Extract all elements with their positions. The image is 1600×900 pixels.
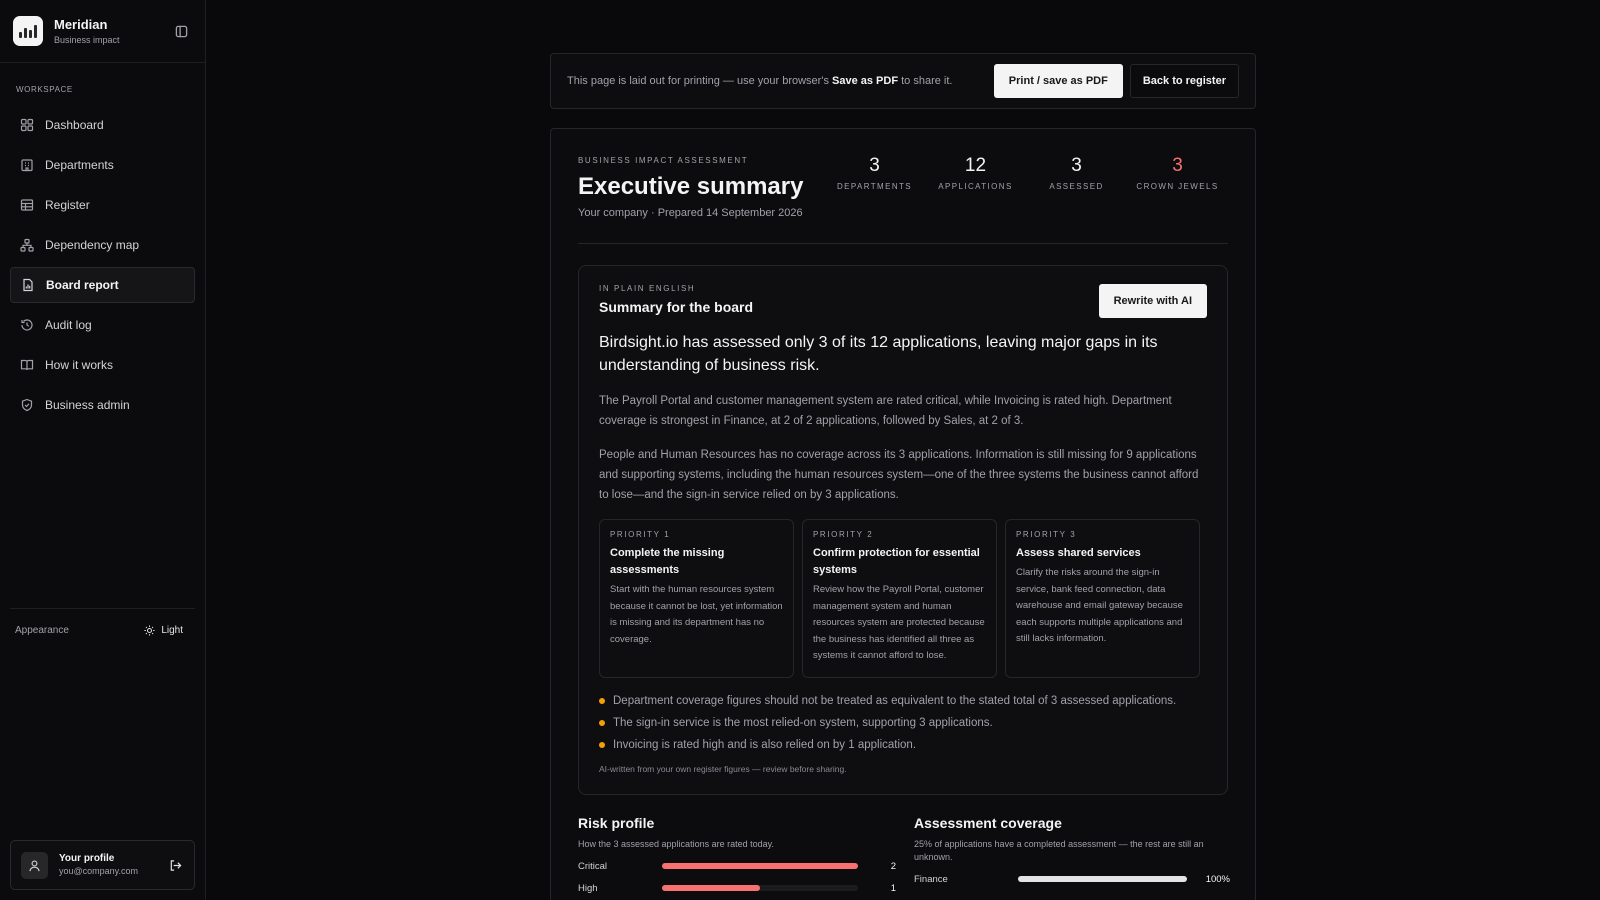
report-icon — [21, 278, 35, 292]
priority-title: Assess shared services — [1016, 547, 1141, 559]
bullet-dot-icon — [599, 720, 605, 726]
stat-departments — [824, 154, 925, 191]
stat-label: CROWN JEWELS — [1136, 182, 1219, 191]
risk-profile-bars — [578, 857, 896, 897]
sidebar-item-label: Register — [45, 198, 90, 212]
profile-text — [59, 852, 166, 878]
network-icon — [20, 238, 34, 252]
list-item — [599, 690, 1207, 712]
sidebar-item-dependency-map[interactable] — [10, 227, 195, 263]
risk-row-value: 2 — [890, 860, 896, 872]
print-bar — [550, 53, 1256, 109]
logout-icon — [169, 859, 182, 872]
priority-label: PRIORITY 3 — [1016, 530, 1077, 539]
grid-icon — [20, 118, 34, 132]
sidebar-item-label: Business admin — [45, 398, 130, 412]
priority-text: Clarify the risks around the sign-in service, bank feed connection, data warehouse and email gateway because each supports multiple applications and still lacks information. — [1016, 567, 1183, 644]
list-item — [599, 712, 1207, 734]
risk-row — [578, 857, 896, 875]
priority-text: Start with the human resources system because it cannot be lost, yet information is missing and its department has no coverage. — [610, 584, 783, 645]
priority-label: PRIORITY 1 — [610, 530, 671, 539]
sidebar-item-register[interactable] — [10, 187, 195, 223]
brand-name: Meridian — [54, 16, 108, 32]
risk-bar-track — [662, 885, 858, 891]
list-item-text: Department coverage figures should not be treated as equivalent to the stated total of 3 assessed applications. — [613, 695, 1177, 707]
board-paragraph: People and Human Resources has no coverage across its 3 applications. Information is still missing for 9 applications and supporting systems, including the human resources system—one of the three systems the business cannot afford to lose—and the sign-in service relied on by 3 applications. — [599, 449, 1199, 501]
stat-value: 12 — [964, 155, 987, 176]
sidebar-item-departments[interactable] — [10, 147, 195, 183]
sidebar-item-audit-log[interactable] — [10, 307, 195, 343]
stat-assessed — [1026, 154, 1127, 191]
priority-text: Review how the Payroll Portal, customer management system and human resources system are protected because the business has identified all three as systems it cannot afford to lose. — [813, 584, 985, 661]
risk-bar-fill — [662, 863, 858, 869]
list-item — [599, 734, 1207, 756]
risk-bar-track — [662, 863, 858, 869]
profile-name: Your profile — [59, 853, 115, 864]
print-note-text: This page is laid out for printing — use your browser's — [567, 75, 832, 87]
priority-card — [802, 519, 997, 678]
user-icon — [28, 859, 41, 872]
report-eyebrow: BUSINESS IMPACT ASSESSMENT — [578, 156, 749, 165]
report-subtitle: Your company · Prepared 14 September 2026 — [578, 207, 803, 219]
coverage-title: Assessment coverage — [914, 815, 1062, 831]
print-note — [567, 75, 994, 87]
collapse-sidebar-button[interactable] — [170, 20, 192, 42]
stat-value: 3 — [1071, 155, 1082, 176]
rewrite-with-ai-button[interactable]: Rewrite with AI — [1099, 284, 1207, 318]
priority-title: Complete the missing assessments — [610, 547, 725, 576]
bullet-dot-icon — [599, 742, 605, 748]
profile-email: you@company.com — [59, 866, 139, 876]
risk-profile-title: Risk profile — [578, 815, 655, 831]
risk-profile-subtitle: How the 3 assessed applications are rated today. — [578, 839, 774, 849]
board-title: Summary for the board — [599, 299, 754, 315]
sidebar-toggle-icon — [175, 25, 188, 38]
bullet-dot-icon — [599, 698, 605, 704]
theme-toggle-button[interactable] — [144, 625, 183, 636]
sidebar — [0, 0, 206, 900]
stat-crown-jewels — [1127, 154, 1228, 191]
sidebar-item-business-admin[interactable] — [10, 387, 195, 423]
brand-subtitle: Business impact — [54, 34, 120, 45]
appearance-row — [10, 608, 195, 636]
brand-logo-icon — [13, 16, 43, 46]
coverage-bar-fill — [1018, 876, 1187, 882]
profile-card[interactable] — [10, 840, 195, 890]
sidebar-item-board-report[interactable] — [10, 267, 195, 303]
book-icon — [20, 358, 34, 372]
report-card — [550, 128, 1256, 900]
stat-label: APPLICATIONS — [938, 182, 1013, 191]
page-title: Executive summary — [578, 173, 804, 200]
priorities-row — [599, 519, 1207, 678]
stat-label: ASSESSED — [1049, 182, 1104, 191]
table-icon — [20, 198, 34, 212]
sidebar-item-dashboard[interactable] — [10, 107, 195, 143]
back-to-register-button[interactable]: Back to register — [1130, 64, 1239, 98]
priority-title: Confirm protection for essential systems — [813, 547, 980, 576]
priority-card — [1005, 519, 1200, 678]
stat-label: DEPARTMENTS — [836, 182, 913, 191]
coverage-bars — [914, 870, 1230, 888]
board-eyebrow: IN PLAIN ENGLISH — [599, 284, 696, 293]
priority-label: PRIORITY 2 — [813, 530, 874, 539]
ai-disclaimer: AI-written from your own register figures — review before sharing. — [599, 764, 847, 774]
workspace-section-label: WORKSPACE — [16, 85, 73, 94]
board-lead: Birdsight.io has assessed only 3 of its 12 applications, leaving major gaps in its understanding of business risk. — [599, 334, 1158, 374]
avatar — [21, 852, 48, 879]
risk-row-value: 1 — [890, 882, 896, 894]
print-note-emphasis: Save as PDF — [832, 75, 899, 87]
shield-icon — [20, 398, 34, 412]
sidebar-item-label: Dependency map — [45, 238, 140, 252]
sidebar-item-label: How it works — [45, 358, 114, 372]
sun-icon — [144, 625, 155, 636]
theme-toggle-label: Light — [161, 625, 183, 636]
brand-text — [54, 17, 170, 46]
risk-profile-panel — [578, 815, 896, 897]
logout-button[interactable] — [166, 856, 184, 874]
coverage-row-value: 100% — [1205, 873, 1230, 885]
stat-value: 3 — [869, 155, 880, 176]
board-summary-panel — [578, 265, 1228, 795]
stat-applications — [925, 154, 1026, 191]
key-points-list — [599, 690, 1207, 756]
risk-row-label: Critical — [578, 860, 608, 872]
main-content — [206, 0, 1600, 900]
stat-value: 3 — [1172, 155, 1183, 176]
report-header — [578, 156, 1228, 244]
risk-row — [578, 879, 896, 897]
sidebar-item-how-it-works[interactable] — [10, 347, 195, 383]
priority-card — [599, 519, 794, 678]
list-item-text: Invoicing is rated high and is also relied on by 1 application. — [613, 739, 917, 751]
brand-header — [0, 0, 205, 63]
sidebar-item-label: Departments — [45, 158, 114, 172]
risk-bar-fill — [662, 885, 760, 891]
stats-row — [824, 154, 1228, 191]
board-paragraph: The Payroll Portal and customer management system are rated critical, while Invoicing is rated high. Department coverage is strongest in Finance, at 2 of 2 applications, followed by Sales, at 2 of 3. — [599, 395, 1172, 427]
coverage-bar-track — [1018, 876, 1187, 882]
sidebar-item-label: Audit log — [45, 318, 92, 332]
appearance-label: Appearance — [15, 625, 69, 636]
building-icon — [20, 158, 34, 172]
assessment-coverage-panel — [914, 815, 1230, 888]
coverage-row-label: Finance — [914, 873, 948, 885]
history-icon — [20, 318, 34, 332]
coverage-row — [914, 870, 1230, 888]
sidebar-nav — [0, 107, 205, 427]
print-note-text-end: to share it. — [898, 75, 953, 87]
list-item-text: The sign-in service is the most relied-on system, supporting 3 applications. — [613, 717, 993, 729]
sidebar-item-label: Dashboard — [45, 118, 104, 132]
sidebar-item-label: Board report — [46, 278, 119, 292]
print-save-pdf-button[interactable]: Print / save as PDF — [994, 64, 1123, 98]
risk-row-label: High — [578, 882, 598, 894]
coverage-subtitle: 25% of applications have a completed assessment — the rest are still an unknown. — [914, 839, 1204, 862]
